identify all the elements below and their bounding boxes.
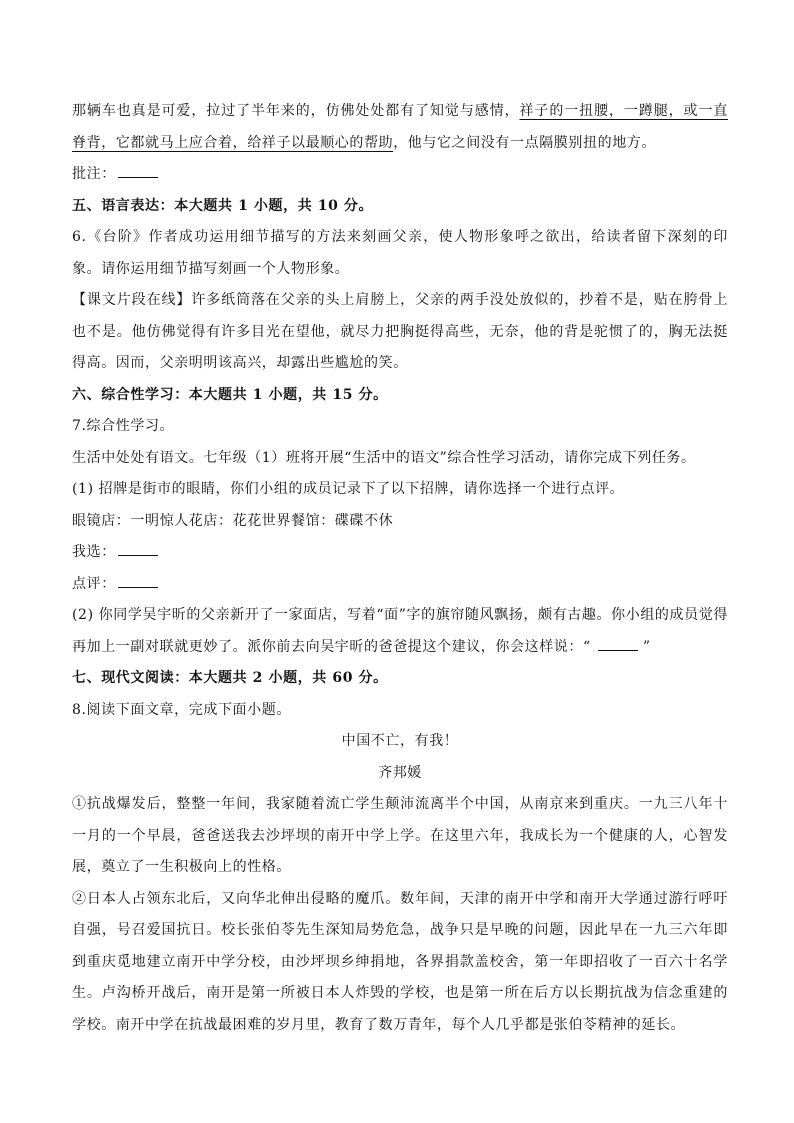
comment-label: 点评：	[72, 575, 116, 592]
question-7-part-2-text: (2) 你同学吴宇昕的父亲新开了一家面店，写着“面”字的旗帘随风飘扬，颇有古趣。你小组的成员觉得再加上一副对联就更妙了。派你前去向吴宇昕的爸爸提这个建议，你会这样说：“	[72, 607, 728, 655]
annotation-blank[interactable]	[118, 161, 158, 178]
question-8: 8.阅读下面文章，完成下面小题。	[72, 701, 291, 718]
section-6-heading: 六、综合性学习：本大题共 1 小题，共 15 分。	[72, 386, 388, 403]
annotation-label: 批注：	[72, 166, 116, 182]
article-title: 中国不亡，有我！	[341, 733, 459, 749]
document-page	[72, 96, 728, 1041]
suggestion-blank[interactable]	[598, 634, 638, 651]
question-7-intro: 生活中处处有语文。七年级（1）班将开展“生活中的语文”综合性学习活动，请你完成下列任务。	[72, 449, 696, 466]
question-7-part-2	[72, 600, 728, 663]
comment-line	[72, 569, 728, 601]
section-5-heading: 五、语言表达：本大题共 1 小题，共 10 分。	[72, 197, 374, 214]
passage-paragraph	[72, 96, 728, 159]
choose-line	[72, 537, 728, 569]
passage-text-a: 那辆车也真是可爱，拉过了半年来的，仿佛处处都有了知觉与感情，	[72, 103, 520, 119]
choose-blank[interactable]	[118, 539, 158, 556]
question-7: 7.综合性学习。	[72, 418, 175, 434]
choose-label: 我选：	[72, 544, 116, 560]
article-paragraph-1: ①抗战爆发后，整整一年间，我家随着流亡学生颠沛流离半个中国，从南京来到重庆。一九三八年十一月的一个早晨，爸爸送我去沙坪坝的南开中学上学。在这里六年，我成长为一个健康的人，心智发展，奠立了一生积极向上的性格。	[72, 796, 728, 875]
question-7-part-1: (1) 招牌是街市的眼睛，你们小组的成员记录下了以下招牌，请你选择一个进行点评。	[72, 481, 625, 497]
annotation-line	[72, 159, 728, 191]
article-paragraph-2: ②日本人占领东北后，又向华北伸出侵略的魔爪。数年间，天津的南开中学和南开大学通过游行呼吁自强，号召爱国抗日。校长张伯苓先生深知局势危急，战争只是早晚的问题，因此早在一九三六年即到重庆觅地建立南开中学分校，由沙坪坝乡绅捐地，各界捐款盖校舍，第一年即招收了一百六十名学生。卢沟桥开战后，南开是第一所被日本人炸毁的学校，也是第一所在后方以长期抗战为信念重建的学校。南开中学在抗战最困难的岁月里，教育了数万青年，每个人几乎都是张伯苓精神的延长。	[72, 890, 728, 1033]
underlined-sentence: 祥子的一扭腰，一蹲腿，或一直脊背，它都就马上应合着，给祥子以最顺心的帮助	[72, 103, 728, 151]
question-6-excerpt: 【课文片段在线】许多纸筒落在父亲的头上肩膀上，父亲的两手没处放似的，抄着不是，贴在胯骨上也不是。他仿佛觉得有许多目光在望他，就尽力把胸挺得高些，无奈，他的背是驼惯了的，胸无法挺得高。因而，父亲明明该高兴，却露出些尴尬的笑。	[72, 292, 728, 371]
comment-blank[interactable]	[118, 571, 158, 588]
section-7-heading: 七、现代文阅读：本大题共 2 小题，共 60 分。	[72, 670, 388, 686]
passage-text-c: ，他与它之间没有一点隔膜别扭的地方。	[393, 134, 657, 151]
article-author: 齐邦媛	[378, 764, 422, 781]
closing-quote: ”	[642, 638, 651, 655]
question-6: 6.《台阶》作者成功运用细节描写的方法来刻画父亲，使人物形象呼之欲出，给读者留下深刻的印象。请你运用细节描写刻画一个人物形象。	[72, 229, 728, 277]
question-7-signs: 眼镜店：一明惊人花店：花花世界餐馆：碟碟不休	[72, 512, 394, 529]
